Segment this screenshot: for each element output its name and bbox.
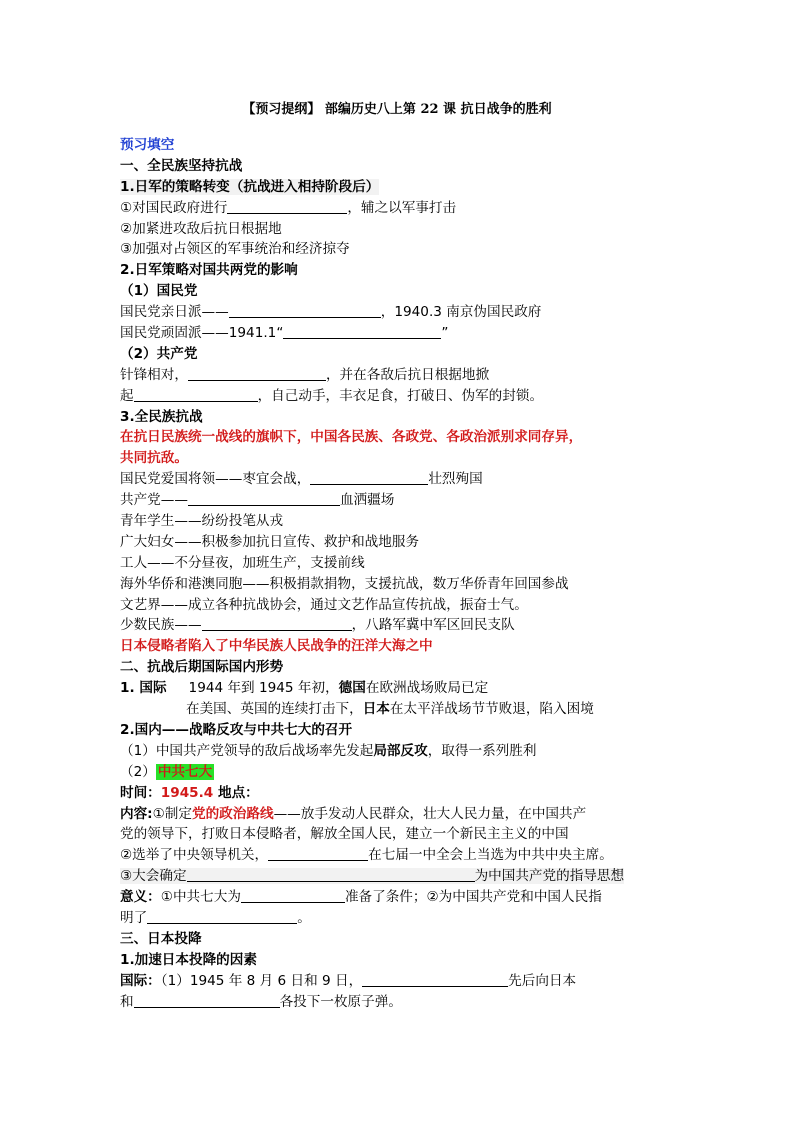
content-line-b: 党的领导下，打败日本侵略者，解放全国人民，建立一个新民主主义的中国 bbox=[120, 826, 569, 843]
significance-line-a: 意义：①中共七大为 准备了条件；②为中国共产党和中国人民指 bbox=[120, 889, 602, 906]
outline-content bbox=[120, 135, 680, 1012]
factor-line-b: 和 各投下一枚原子弹。 bbox=[120, 993, 402, 1010]
section-3-title: 三、日本投降 bbox=[120, 930, 202, 947]
peoples-war-line: 日本侵略者陷入了中华民族人民战争的汪洋大海之中 bbox=[120, 638, 433, 655]
kmt-line-b: 国民党顽固派——1941.1“ ” bbox=[120, 325, 449, 342]
page-title: 【预习提纲】 部编历史八上第 22 课 抗日战争的胜利 bbox=[242, 102, 552, 117]
domestic-heading: 2.国内——战略反攻与中共七大的召开 bbox=[120, 721, 353, 738]
fill-blank[interactable] bbox=[187, 867, 475, 882]
subsection-1-1: 1.日军的策略转变（抗战进入相持阶段后） bbox=[120, 178, 380, 195]
section-1-title: 一、全民族坚持抗战 bbox=[120, 157, 243, 174]
cpc-line-b: 起 ，自己动手，丰衣足食，打破日、伪军的封锁。 bbox=[120, 387, 544, 404]
kmt-heading: （1）国民党 bbox=[120, 283, 198, 300]
fill-blank[interactable] bbox=[202, 616, 352, 631]
subsection-1-2: 2.日军策略对国共两党的影响 bbox=[120, 262, 298, 279]
domestic-line-1: （1）中国共产党领导的敌后战场率先发起局部反攻，取得一系列胜利 bbox=[120, 742, 537, 759]
line-1b: ②加紧进攻敌后抗日根据地 bbox=[120, 220, 282, 237]
domestic-line-2: （2） 中共七大 bbox=[120, 763, 213, 780]
fill-blank[interactable] bbox=[134, 993, 280, 1008]
united-front-line-1: 在抗日民族统一战线的旗帜下，中国各民族、各政党、各政治派别求同存异， bbox=[120, 429, 583, 446]
subsection-1-3: 3.全民族抗战 bbox=[120, 408, 203, 425]
section-2-title: 二、抗战后期国际国内形势 bbox=[120, 659, 284, 676]
intl-line-b: 在美国、英国的连续打击下，日本在太平洋战场节节败退，陷入困境 bbox=[186, 701, 594, 718]
overseas-line: 海外华侨和港澳同胞——积极捐款捐物，支援抗战，数万华侨青年回国参战 bbox=[120, 575, 569, 592]
line-1a: ①对国民政府进行 ，辅之以军事打击 bbox=[120, 199, 457, 216]
fill-blank[interactable] bbox=[362, 972, 508, 987]
factor-line-a: 国际：（1）1945 年 8 月 6 日和 9 日， 先后向日本 bbox=[120, 972, 577, 989]
guiding-thought-line: ③大会确定 为中国共产党的指导思想 bbox=[120, 868, 625, 885]
fill-blank[interactable] bbox=[227, 199, 347, 214]
workers-line: 工人——不分昼夜，加班生产，支援前线 bbox=[120, 554, 365, 571]
fill-blank[interactable] bbox=[268, 846, 368, 861]
fill-blank[interactable] bbox=[188, 491, 340, 506]
fill-blank[interactable] bbox=[241, 888, 345, 903]
fill-blank[interactable] bbox=[147, 909, 297, 924]
fill-blank[interactable] bbox=[229, 303, 381, 318]
youth-line: 青年学生——纷纷投笔从戎 bbox=[120, 513, 284, 530]
cpc-general-line: 共产党—— 血洒疆场 bbox=[120, 492, 395, 509]
women-line: 广大妇女——积极参加抗日宣传、救护和战地服务 bbox=[120, 533, 420, 550]
united-front-line-2: 共同抗敌。 bbox=[120, 450, 188, 467]
arts-line: 文艺界——成立各种抗战协会，通过文艺作品宣传抗战，振奋士气。 bbox=[120, 596, 528, 613]
content-line-a: 内容:①制定党的政治路线——放手发动人民群众，壮大人民力量，在中国共产 bbox=[120, 805, 587, 822]
election-line: ②选举了中央领导机关， 在七届一中全会上当选为中共中央主席。 bbox=[120, 847, 613, 864]
cpc-heading: （2）共产党 bbox=[120, 345, 198, 362]
minority-line: 少数民族—— ，八路军冀中军区回民支队 bbox=[120, 617, 515, 634]
subsection-3-1: 1.加速日本投降的因素 bbox=[120, 951, 257, 968]
kmt-general-line: 国民党爱国将领——枣宜会战， 壮烈殉国 bbox=[120, 471, 483, 488]
seventh-congress-highlight: 中共七大 bbox=[157, 763, 213, 780]
cpc-line-a: 针锋相对， ，并在各敌后抗日根据地掀 bbox=[120, 366, 490, 383]
line-1c: ③加强对占领区的军事统治和经济掠夺 bbox=[120, 241, 350, 258]
fill-blank[interactable] bbox=[310, 470, 428, 485]
fill-blank[interactable] bbox=[283, 324, 441, 339]
fill-blank[interactable] bbox=[188, 366, 326, 381]
time-place-line: 时间：1945.4 地点： bbox=[120, 784, 259, 801]
fill-blank[interactable] bbox=[134, 387, 258, 402]
intl-line-a: 1. 国际 1944 年到 1945 年初，德国在欧洲战场败局已定 bbox=[120, 680, 489, 697]
kmt-line-a: 国民党亲日派—— ，1940.3 南京伪国民政府 bbox=[120, 304, 542, 321]
section-heading: 预习填空 bbox=[120, 137, 175, 153]
significance-line-b: 明了 。 bbox=[120, 909, 311, 926]
